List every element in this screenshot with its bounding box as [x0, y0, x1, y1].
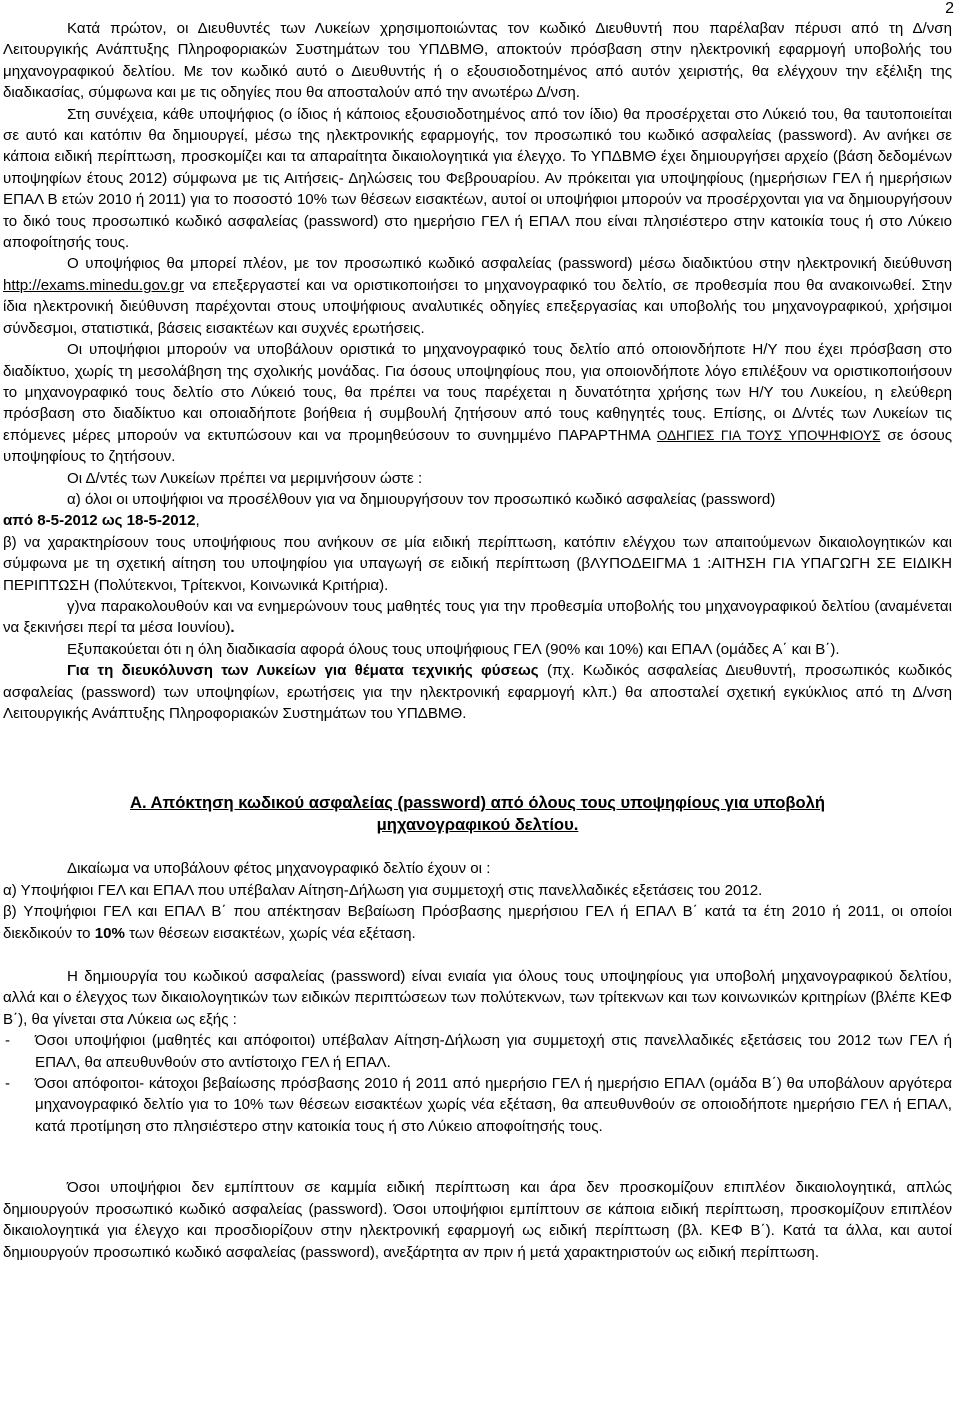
paragraph-candidate-password — [3, 104, 952, 254]
paragraph-text: Αν πρόκειται για υποψηφίους (ημερήσιων ΓΕΛ ή ημερήσιων ΕΠΑΛ Β ετών 2010 ή 2011) για το ποσοστό 10% των θέσεων εισακτέων, αυτοί οι υποψήφιοι μπορούν να προσέρχονται για να δημιουργήσουν το δικό τους προσωπικό κωδικό ασφαλείας (password) στο ημερήσιο ΓΕΛ ή ΕΠΑΛ που είναι πλησιέστερο στην κατοικία τους ή στο Λύκειο αποφοίτησής τους. — [3, 169, 952, 252]
eligibility-b-end: των θέσεων εισακτέων, χωρίς νέα εξέταση. — [129, 924, 416, 942]
duty-c-text: γ)να παρακολουθούν και να ενημερώνουν τους μαθητές τους για την προθεσμία υποβολής του μηχανογραφικού δελτίου (αναμένεται να ξεκινήσει περί τα μέσα Ιουνίου) — [3, 597, 952, 637]
duty-a-end: , — [195, 512, 200, 530]
duty-a-dates-line — [3, 510, 952, 531]
bullet-text: Όσοι υποψήφιοι (μαθητές και απόφοιτοι) υπέβαλαν Αίτηση-Δήλωση για συμμετοχή στις πανελλαδικές εξετάσεις του 2012 των ΓΕΛ ή ΕΠΑΛ, θα απευθυνθούν στο αντίστοιχο ΓΕΛ ή ΕΠΑΛ. — [35, 1032, 952, 1071]
paragraph-text: σε όσους υποψηφίους το ζητήσουν. — [3, 426, 952, 466]
section-a-heading — [3, 792, 952, 836]
page-number: 2 — [945, 0, 954, 17]
duty-b: β) να χαρακτηρίσουν τους υποψήφιους που ανήκουν σε μία ειδική περίπτωση, κατόπιν ελέγχου των απαιτούμενων δικαιολογητικών και σύμφωνα με τη σχετική αίτηση του υποψηφίου για υπαγωγή σε ειδική περίπτωση (βΛΥΠΟΔΕΙΓΜΑ 1 :ΑΙΤΗΣΗ ΓΙΑ ΥΠΑΓΩΓΗ ΣΕ ΕΙΔΙΚΗ ΠΕΡΙΠΤΩΣΗ (Πολύτεκνοι, Τρίτεκνοι, Κοινωνικά Κριτήρια). — [3, 533, 952, 594]
paragraph-submission-from-any-pc — [3, 339, 952, 467]
paragraph-text: Στη συνέχεια, κάθε υποψήφιος (ο ίδιος ή κάποιος εξουσιοδοτημένος από τον ίδιο) θα προσέρχεται στο Λύκειό του, θα ταυτοποιείται σε αυτό και κατόπιν θα δημιουργεί, μέσω της ηλεκτρονικής εφαρμογής, τον προσωπικό του κωδικό ασφαλείας (password). — [3, 105, 952, 145]
eligibility-b-text: β) Υποψήφιοι ΓΕΛ και ΕΠΑΛ Β΄ που απέκτησαν Βεβαίωση Πρόσβασης ημερήσιου ΓΕΛ ή ΕΠΑΛ Β΄ κατά τα έτη 2010 ή 2011, οι οποίοι διεκδικούν το — [3, 903, 952, 942]
paragraph-text: Για όσους υποψηφίους που, για οποιονδήποτε λόγο επιλέξουν να οριστικοποιήσουν το μηχανογραφικό τους δελτίο στο Λύκειό τους, θα πρέπει να τους παρέχεται η δυνατότητα χρήσης των Η/Υ του Λυκείου, η ελεύθερη πρόσβαση στο διαδίκτυο και οποιαδήποτε βοήθεια ή συμβουλή ζητήσουν από τους καθηγητές τους. — [3, 362, 953, 423]
paragraph-director-access — [3, 18, 952, 104]
paragraph-password-creation: Η δημιουργία του κωδικού ασφαλείας (password) είναι ενιαία για όλους τους υποψηφίους για υποβολή μηχανογραφικού δελτίου, αλλά και ο έλεγχος των δικαιολογητικών των ειδικών περιπτώσεων των πολύτεκνων, των τρίτεκνων και των κοινωνικών κριτηρίων (βλέπε ΚΕΦ Β΄), θα γίνεται στα Λύκεια ως εξής : — [3, 968, 952, 1028]
paragraph-applies-to-all: Εξυπακούεται ότι η όλη διαδικασία αφορά όλους τους υποψήφιους ΓΕΛ (90% και 10%) και ΕΠΑΛ (ομάδες Α΄ και Β΄). — [67, 640, 840, 658]
paragraph-text: Επίσης, οι Δ/ντές των Λυκείων τις επόμενες μέρες μπορούν να εκτυπώσουν και να προμηθεύσουν το συνημμένο ΠΑΡΑΡΤΗΜΑ — [3, 405, 952, 444]
bullet-item — [3, 1073, 952, 1137]
paragraph-text: Ο υποψήφιος θα μπορεί πλέον, με τον προσωπικό κωδικό ασφαλείας (password) μέσω διαδικτύου στην ηλεκτρονική διεύθυνση — [67, 255, 952, 273]
section-a-heading-line1: Α. Απόκτηση κωδικού ασφαλείας (password) από όλους τους υποψηφίους για υποβολή — [129, 793, 826, 813]
annex-instructions-title: ΟΔΗΓΙΕΣ ΓΙΑ ΤΟΥΣ ΥΠΟΨΗΦΙΟΥΣ — [656, 427, 881, 443]
eligibility-intro: Δικαίωμα να υποβάλουν φέτος μηχανογραφικό δελτίο έχουν οι : — [67, 860, 491, 878]
duty-c — [3, 596, 952, 639]
paragraph-text: Οι υποψήφιοι μπορούν να υποβάλουν οριστικά το μηχανογραφικό τους δελτίο από οποιονδήποτε Η/Υ που έχει πρόσβαση στο διαδίκτυο, χωρίς τη μεσολάβηση της σχολικής μονάδας. — [3, 341, 952, 380]
paragraph-technical-support — [3, 660, 952, 724]
duty-a — [3, 489, 952, 510]
bullet-dash: - — [5, 1075, 11, 1093]
exams-website-link[interactable]: http://exams.minedu.gov.gr — [3, 276, 184, 294]
paragraph-online-submission — [3, 253, 952, 339]
paragraph-text: Με τον κωδικό αυτό ο Διευθυντής ή ο εξουσιοδοτημένος από αυτόν χειριστής, θα ελέγχουν την εξέλιξη της διαδικασίας, σύμφωνα και με τις οδηγίες που θα αποσταλούν από την ανωτέρω Δ/νση. — [3, 62, 952, 102]
bullet-text: Όσοι απόφοιτοι- κάτοχοι βεβαίωσης πρόσβασης 2010 ή 2011 από ημερήσιο ΓΕΛ ή ημερήσιο ΕΠΑΛ (ομάδα Β΄) θα υποβάλουν αργότερα μηχανογραφικό δελτίο για το 10% των θέσεων εισακτέων χωρίς νέα εξέταση, θα απευθυνθούν σε οποιοδήποτε ημερήσιο ΓΕΛ ή ΕΠΑΛ, κατά προτίμηση στο πλησιέστερο στην κατοικία τους ή στο Λύκειο αποφοίτησής τους. — [35, 1075, 952, 1135]
technical-support-bold: Για τη διευκόλυνση των Λυκείων για θέματα τεχνικής φύσεως — [67, 662, 539, 680]
directors-duties-intro: Οι Δ/ντές των Λυκείων πρέπει να μεριμνήσουν ώστε : — [67, 469, 423, 487]
eligibility-a: α) Υποψήφιοι ΓΕΛ και ΕΠΑΛ που υπέβαλαν Αίτηση-Δήλωση για συμμετοχή στις πανελλαδικές εξετάσεις του 2012. — [3, 881, 763, 899]
bullet-dash: - — [5, 1032, 11, 1050]
eligibility-b — [3, 901, 952, 944]
bullet-item — [3, 1030, 952, 1073]
duty-c-end: . — [230, 619, 235, 637]
paragraph-text: Αν ανήκει σε κάποια ειδική περίπτωση, προσκομίζει και τα απαραίτητα δικαιολογητικά για έλεγχο. — [3, 127, 952, 166]
paragraph-text: Στην ίδια ηλεκτρονική διεύθυνση παρέχονται στους υποψήφιους αναλυτικές οδηγίες επεξεργασίας και υποβολής του μηχανογραφικού, χρήσιμοι σύνδεσμοι, στατιστικά, βάσεις εισακτέων και συχνές ερωτήσεις. — [3, 276, 952, 337]
paragraph-text: Κατά πρώτον, οι Διευθυντές των Λυκείων χρησιμοποιώντας τον κωδικό Διευθυντή που παρέλαβαν πέρυσι από τη Δ/νση Λειτουργικής Ανάπτυξης Πληροφοριακών Συστημάτων του ΥΠΔΒΜΘ, αποκτούν πρόσβαση στην ηλεκτρονική εφαρμογή υποβολής του μηχανογραφικού δελτίου. — [3, 20, 952, 80]
section-a-heading-line2: μηχανογραφικού δελτίου. — [376, 815, 579, 835]
paragraph-text: να επεξεργαστεί και να οριστικοποιήσει το μηχανογραφικό του δελτίο, σε προθεσμία που θα ανακοινωθεί. — [190, 276, 916, 294]
paragraph-special-cases: Όσοι υποψήφιοι δεν εμπίπτουν σε καμμία ειδική περίπτωση και άρα δεν προσκομίζουν επιπλέον δικαιολογητικά, απλώς δημιουργούν προσωπικό κωδικό ασφαλείας (password). Όσοι υποψήφιοι εμπίπτουν σε κάποια ειδική περίπτωση, προσκομίζουν επιπλέον δικαιολογητικά για έλεγχο και προσδιορίζουν στην ηλεκτρονική εφαρμογή ως ειδική περίπτωση (βλ. ΚΕΦ Β΄). Κατά τα άλλα, και αυτοί δημιουργούν προσωπικό κωδικό ασφαλείας (password), ανεξάρτητα αν πριν ή μετά χαρακτηριστούν ως ειδική περίπτωση. — [3, 1179, 952, 1261]
eligibility-b-percent: 10% — [94, 924, 125, 942]
duty-a-text: α) όλοι οι υποψήφιοι να προσέλθουν για να δημιουργήσουν τον προσωπικό κωδικό ασφαλείας (password) — [67, 490, 776, 508]
duty-a-dates: από 8-5-2012 ως 18-5-2012 — [3, 512, 196, 530]
paragraph-text: Το ΥΠΔΒΜΘ έχει δημιουργήσει αρχείο (βάση δεδομένων υποψηφίων έτους 2012) σύμφωνα με τις Αιτήσεις- Δηλώσεις του Φεβρουαρίου. — [3, 148, 953, 187]
paragraph-text: (πχ. Κωδικός ασφαλείας Διευθυντή, προσωπικός κωδικός ασφαλείας (password) των υποψηφίων, ερωτήσεις για την ηλεκτρονική εφαρμογή κλπ.) θα αποσταλεί σχετική εγκύκλιος από τη Δ/νση Λειτουργικής Ανάπτυξης Πληροφοριακών Συστημάτων του ΥΠΔΒΜΘ. — [3, 662, 952, 722]
